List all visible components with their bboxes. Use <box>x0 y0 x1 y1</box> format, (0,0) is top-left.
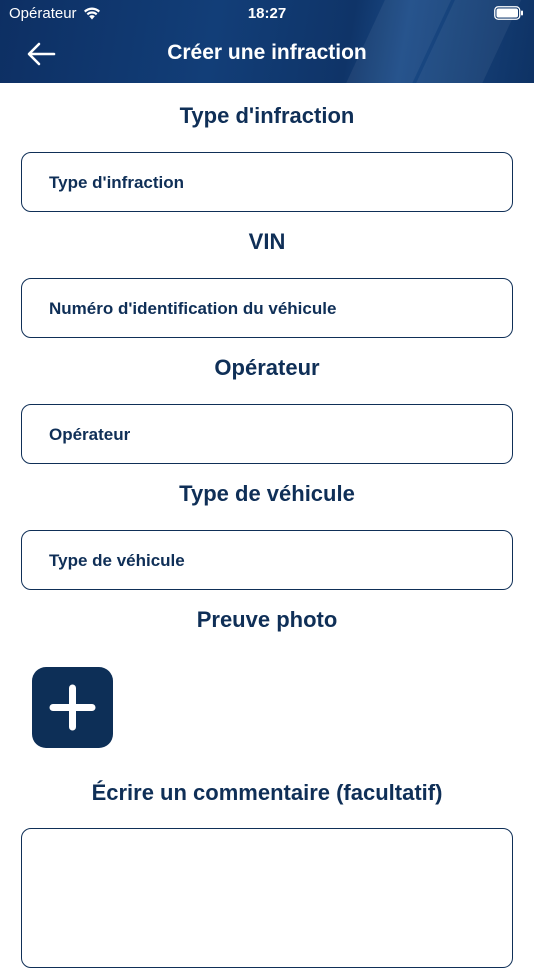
vehicle-type-input[interactable] <box>47 531 491 590</box>
navigation-bar <box>0 28 534 83</box>
add-photo-button[interactable] <box>32 667 113 748</box>
app-header <box>0 0 534 83</box>
comment-textarea[interactable] <box>42 843 496 947</box>
vin-input[interactable] <box>47 279 491 338</box>
plus-icon <box>49 684 96 731</box>
battery-icon <box>494 6 524 24</box>
section-title-photo: Preuve photo <box>196 607 338 632</box>
comment-field[interactable] <box>21 828 513 968</box>
infraction-type-input[interactable] <box>47 153 491 212</box>
status-time: 18:27 <box>247 5 287 22</box>
section-title-vehicle-type: Type de véhicule <box>179 481 355 506</box>
page-title: Créer une infraction <box>167 41 367 64</box>
section-title-operator: Opérateur <box>214 355 320 380</box>
operator-field[interactable] <box>21 404 513 464</box>
vin-field[interactable] <box>21 278 513 338</box>
section-title-vin: VIN <box>248 229 286 254</box>
operator-input[interactable] <box>47 405 491 464</box>
vehicle-type-field[interactable] <box>21 530 513 590</box>
status-bar <box>0 0 534 28</box>
infraction-type-field[interactable] <box>21 152 513 212</box>
section-title-infraction-type: Type d'infraction <box>179 103 355 128</box>
carrier-label: Opérateur <box>9 5 77 22</box>
section-title-comment: Écrire un commentaire (facultatif) <box>91 780 443 805</box>
